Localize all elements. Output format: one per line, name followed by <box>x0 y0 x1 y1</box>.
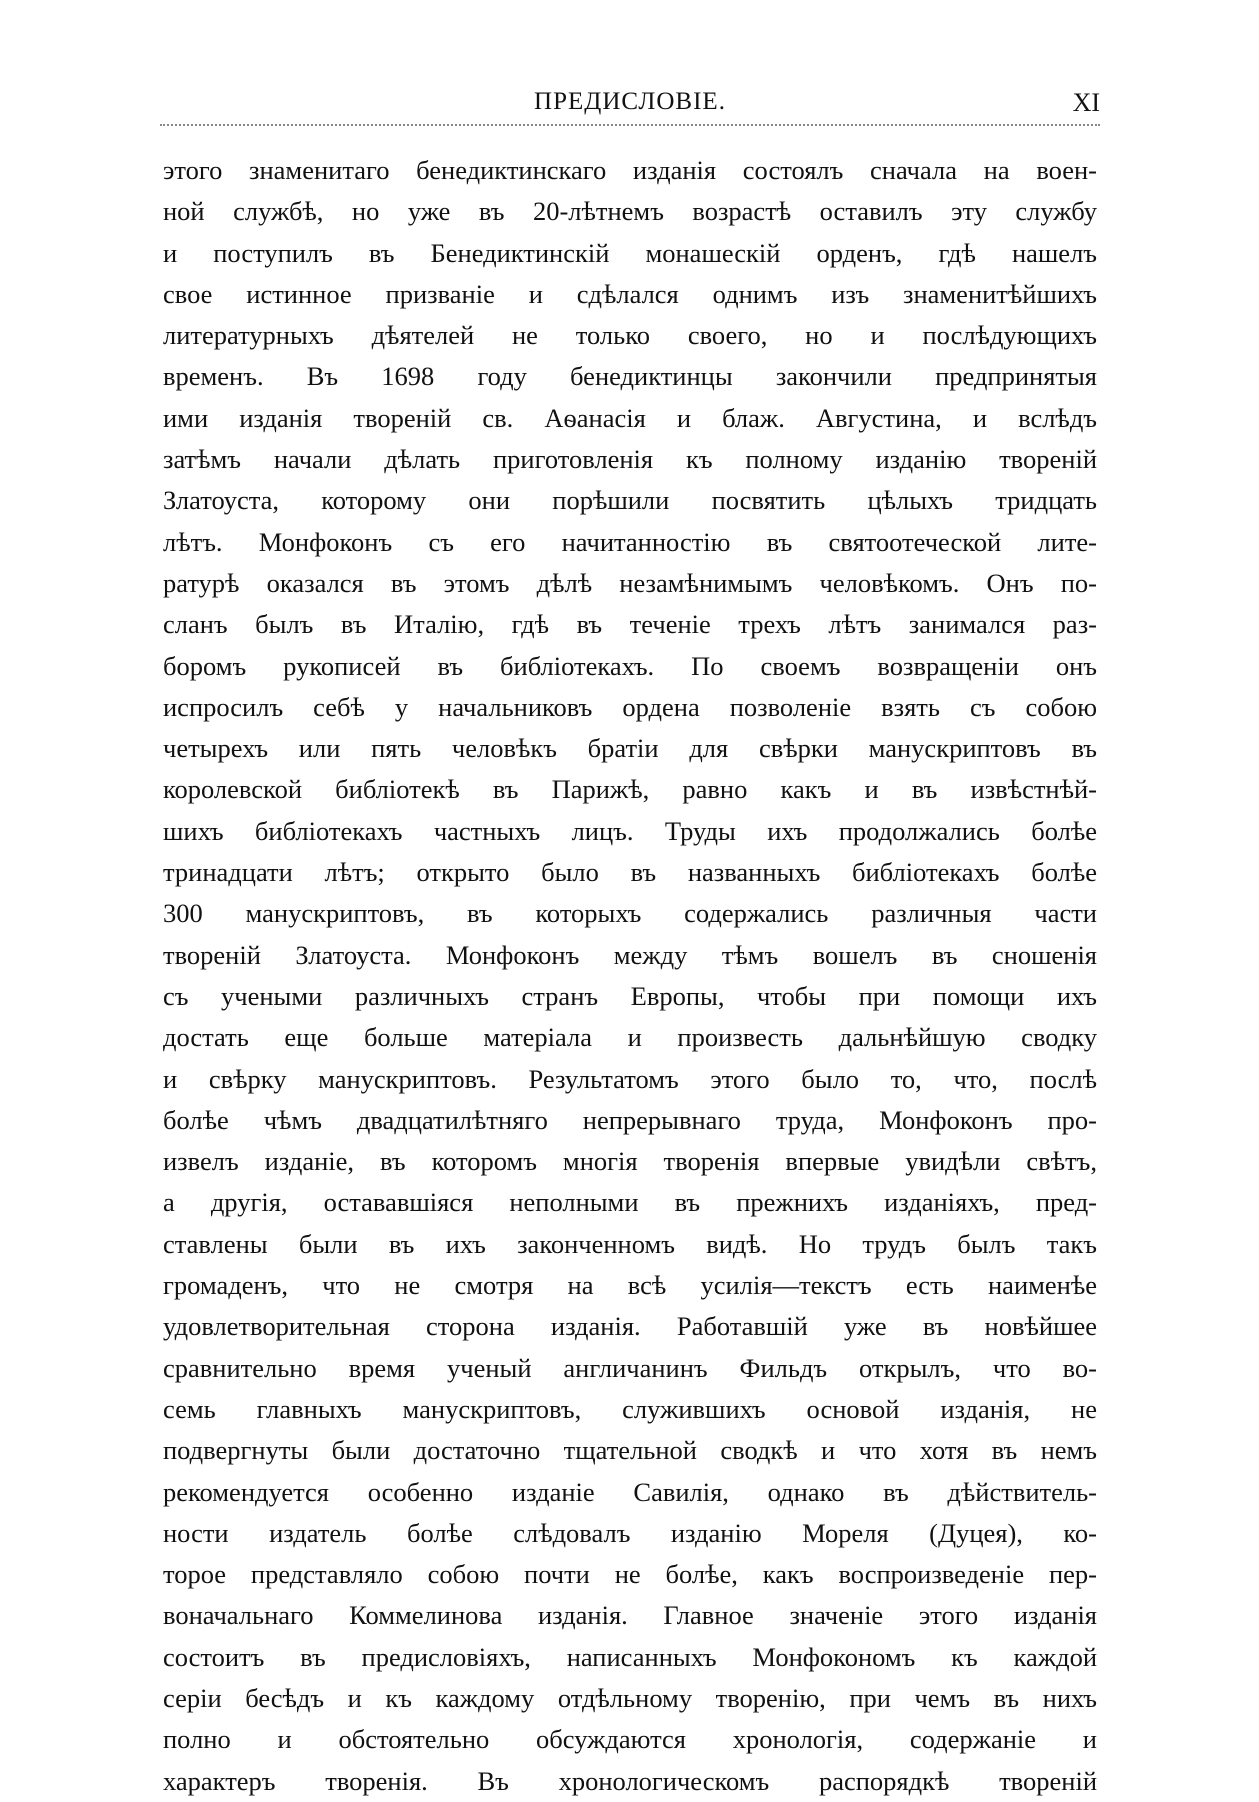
text-line: и поступилъ въ Бенедиктинскій монашескій орденъ, гдѣ нашелъ <box>163 237 1097 268</box>
text-line: Златоуста, которому они порѣшили посвятить цѣлыхъ тридцать <box>163 485 1097 516</box>
text-line: ставлены были въ ихъ законченномъ видѣ. Но трудъ былъ такъ <box>163 1228 1097 1259</box>
running-title: ПРЕДИСЛОВІЕ. <box>534 88 726 115</box>
text-line: удовлетворительная сторона изданія. Работавшій уже въ новѣйшее <box>163 1311 1097 1342</box>
text-line: воначальнаго Коммелинова изданія. Главное значеніе этого изданія <box>163 1600 1097 1631</box>
text-line: а другія, остававшіяся неполными въ прежнихъ изданіяхъ, пред- <box>163 1187 1097 1218</box>
text-line: четырехъ или пять человѣкъ братіи для свѣрки манускриптовъ въ <box>163 733 1097 764</box>
text-line: испросилъ себѣ у начальниковъ ордена позволеніе взять съ собою <box>163 691 1097 722</box>
text-line: рекомендуется особенно изданіе Савилія, однако въ дѣйствитель- <box>163 1476 1097 1507</box>
text-line: подвергнуты были достаточно тщательной сводкѣ и что хотя въ немъ <box>163 1435 1097 1466</box>
text-line: достать еще больше матеріала и произвесть дальнѣйшую сводку <box>163 1022 1097 1053</box>
text-line: семь главныхъ манускриптовъ, служившихъ основой изданія, не <box>163 1393 1097 1424</box>
text-line: сланъ былъ въ Италію, гдѣ въ теченіе трехъ лѣтъ занимался раз- <box>163 609 1097 640</box>
page-number: XI <box>1072 88 1100 117</box>
text-line: ратурѣ оказался въ этомъ дѣлѣ незамѣнимымъ человѣкомъ. Онъ по- <box>163 567 1097 598</box>
text-line: состоитъ въ предисловіяхъ, написанныхъ Монфокономъ къ каждой <box>163 1641 1097 1672</box>
text-line: и свѣрку манускриптовъ. Результатомъ этого было то, что, послѣ <box>163 1063 1097 1094</box>
text-line: этого знаменитаго бенедиктинскаго изданія состоялъ сначала на воен- <box>163 155 1097 185</box>
body-text <box>163 150 1097 1802</box>
text-line: сравнительно время ученый англичанинъ Фильдъ открылъ, что во- <box>163 1352 1097 1383</box>
text-line: шихъ библіотекахъ частныхъ лицъ. Труды ихъ продолжались болѣе <box>163 815 1097 846</box>
text-line: торое представляло собою почти не болѣе, какъ воспроизведеніе пер- <box>163 1559 1097 1590</box>
text-line: затѣмъ начали дѣлать приготовленія къ полному изданію твореній <box>163 444 1097 475</box>
text-line: временъ. Въ 1698 году бенедиктинцы закончили предпринятыя <box>163 361 1097 392</box>
text-line: королевской библіотекѣ въ Парижѣ, равно какъ и въ извѣстнѣй- <box>163 774 1097 805</box>
header-rule <box>160 124 1100 126</box>
text-line: ной службѣ, но уже въ 20-лѣтнемъ возрастѣ оставилъ эту службу <box>163 196 1097 227</box>
text-line: полно и обстоятельно обсуждаются хронологія, содержаніе и <box>163 1724 1097 1755</box>
text-line: тринадцати лѣтъ; открыто было въ названныхъ библіотекахъ болѣе <box>163 857 1097 888</box>
text-line: извелъ изданіе, въ которомъ многія творенія впервые увидѣли свѣтъ, <box>163 1146 1097 1177</box>
text-line: 300 манускриптовъ, въ которыхъ содержались различныя части <box>163 898 1097 929</box>
text-line: свое истинное призваніе и сдѣлался однимъ изъ знаменитѣйшихъ <box>163 278 1097 309</box>
text-line: громаденъ, что не смотря на всѣ усилія—текстъ есть наименѣе <box>163 1270 1097 1301</box>
text-line: характеръ творенія. Въ хронологическомъ распорядкѣ твореній <box>163 1765 1097 1796</box>
text-line: боромъ рукописей въ библіотекахъ. По своемъ возвращеніи онъ <box>163 650 1097 681</box>
text-line: болѣе чѣмъ двадцатилѣтняго непрерывнаго труда, Монфоконъ про- <box>163 1104 1097 1135</box>
text-line: съ учеными различныхъ странъ Европы, чтобы при помощи ихъ <box>163 980 1097 1011</box>
text-line: литературныхъ дѣятелей не только своего, но и послѣдующихъ <box>163 320 1097 351</box>
running-head <box>160 88 1100 120</box>
text-line: серіи бесѣдъ и къ каждому отдѣльному творенію, при чемъ въ нихъ <box>163 1682 1097 1713</box>
text-line: ими изданія твореній св. Аѳанасія и блаж. Августина, и вслѣдъ <box>163 402 1097 433</box>
text-line: лѣтъ. Монфоконъ съ его начитанностію въ святоотеческой лите- <box>163 526 1097 557</box>
text-line: ности издатель болѣе слѣдовалъ изданію Мореля (Дуцея), ко- <box>163 1517 1097 1548</box>
text-line: твореній Златоуста. Монфоконъ между тѣмъ вошелъ въ сношенія <box>163 939 1097 970</box>
